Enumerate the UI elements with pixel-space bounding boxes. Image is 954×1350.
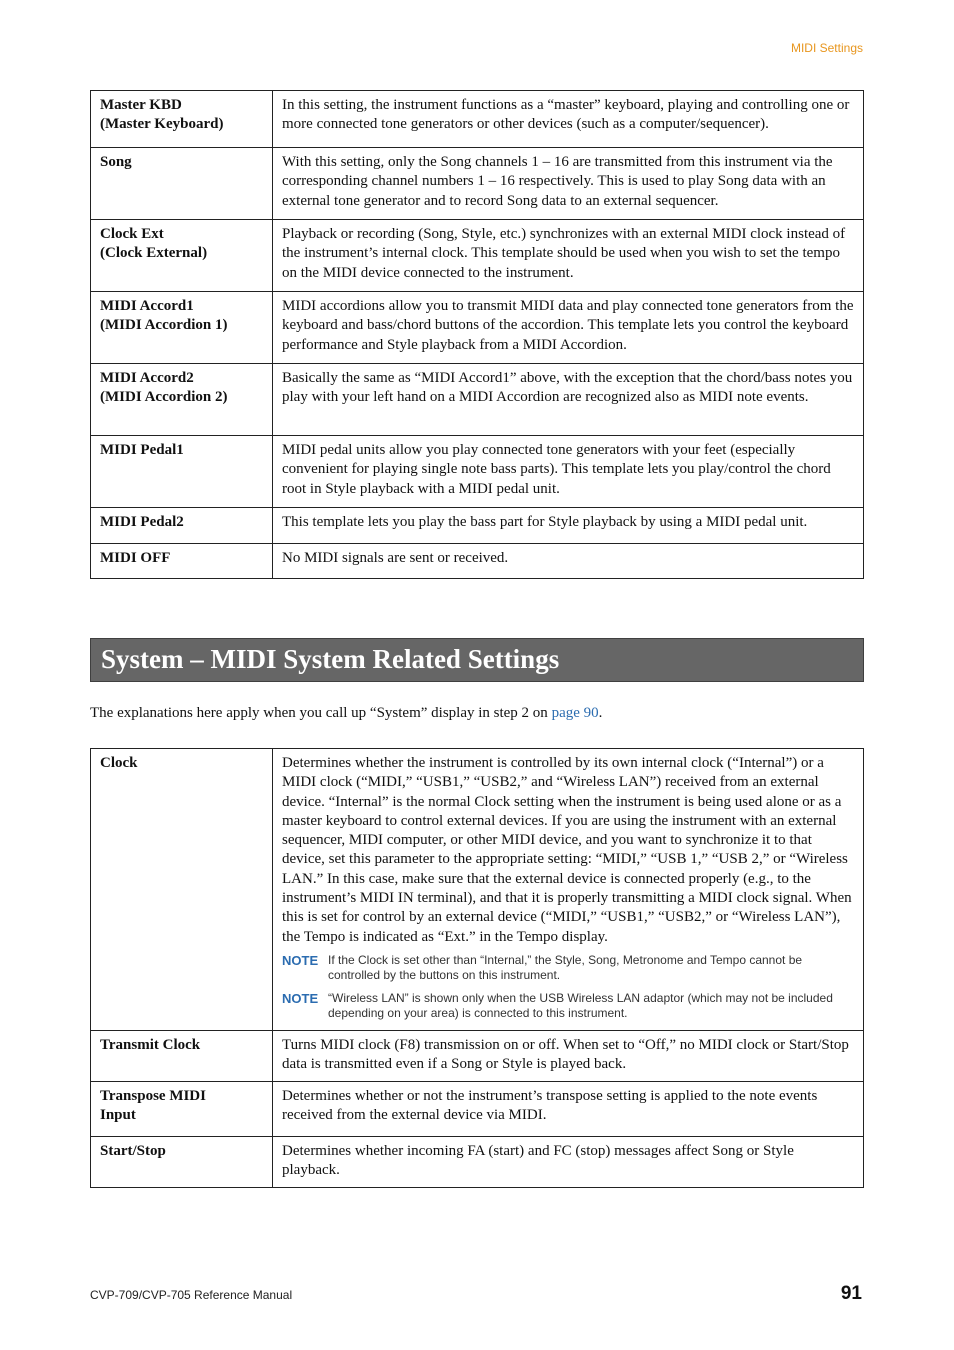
- table-row: [91, 364, 864, 436]
- parameter-name-cell: [91, 749, 273, 1031]
- parameter-description-cell: [273, 544, 864, 579]
- table-row: [91, 1082, 864, 1137]
- parameter-description-cell: [273, 436, 864, 508]
- parameter-name-cell: [91, 1082, 273, 1137]
- system-settings-table: [90, 748, 864, 1188]
- parameter-description: With this setting, only the Song channels 1 – 16 are transmitted from this instrument via the corresponding channel numbers 1 – 16 respectively. This is used to play Song data with an external tone generator and to record Song data to an external sequencer.: [282, 154, 833, 209]
- table-row: [91, 91, 864, 148]
- table-row: [91, 1031, 864, 1082]
- table-row: [91, 544, 864, 579]
- parameter-description: Determines whether the instrument is controlled by its own internal clock (“Internal”) or a MIDI clock (“MIDI,” “USB1,” “USB2,” and “Wireless LAN”) received from an external device. “Internal” is the normal Clock setting when the instrument is being used alone or as a master keyboard to control external devices. If you are using the instrument with an external sequencer, MIDI computer, or other MIDI device, and you want to synchronize it to that device, set this parameter to the appropriate setting: “MIDI,” “USB 1,” “USB 2,” or “Wireless LAN.” In this case, make sure that the external device is connected properly (e.g., to the instrument’s MIDI IN terminal), and that it is properly transmitting a MIDI clock signal. When this is set for control by an external device (“MIDI,” “USB1,” “USB2,” or “Wireless LAN”), the Tempo is indicated as “Ext.” in the Tempo display.: [282, 755, 852, 945]
- parameter-name: MIDI Pedal2: [100, 514, 184, 530]
- parameter-name-cell: [91, 220, 273, 292]
- note-tag: NOTE: [282, 952, 319, 968]
- table-row: [91, 1137, 864, 1188]
- parameter-name: Start/Stop: [100, 1143, 166, 1159]
- note-text: “Wireless LAN” is shown only when the USB Wireless LAN adaptor (which may not be included depending on your area) is connected to this instrument.: [328, 990, 833, 1021]
- parameter-description-cell: [273, 91, 864, 148]
- note-block: [282, 991, 855, 1022]
- parameter-name: Master KBD: [100, 97, 182, 113]
- table-row: [91, 436, 864, 508]
- note-block: [282, 953, 855, 984]
- parameter-description: Determines whether or not the instrument’s transpose setting is applied to the note events received from the external device via MIDI.: [282, 1088, 818, 1124]
- parameter-name: MIDI Accord1: [100, 298, 194, 314]
- parameter-description: In this setting, the instrument functions as a “master” keyboard, playing and controlling one or more connected tone generators or other devices (such as a computer/sequencer).: [282, 97, 850, 133]
- section-header-bar: [90, 638, 864, 682]
- midi-template-table: [90, 90, 864, 579]
- parameter-name-cell: [91, 148, 273, 220]
- parameter-description: Basically the same as “MIDI Accord1” above, with the exception that the chord/bass notes you play with your left hand on a MIDI Accordion are recognized also as MIDI note events.: [282, 370, 853, 406]
- parameter-name: MIDI Accord2: [100, 370, 194, 386]
- parameter-name: Clock Ext: [100, 226, 164, 242]
- parameter-name: MIDI OFF: [100, 550, 171, 566]
- parameter-description: MIDI pedal units allow you play connected tone generators with your feet (especially convenient for playing single note bass parts). This template lets you play/control the chord root in Style playback with a MIDI pedal unit.: [282, 442, 831, 497]
- parameter-name: (Clock External): [100, 245, 208, 262]
- parameter-description-cell: [273, 508, 864, 544]
- header-section-label: MIDI Settings: [790, 41, 863, 55]
- parameter-description-cell: [273, 148, 864, 220]
- parameter-name: (MIDI Accordion 1): [100, 317, 228, 334]
- section-title: System – MIDI System Related Settings: [101, 644, 560, 674]
- note-tag: NOTE: [282, 990, 319, 1006]
- parameter-name: Transmit Clock: [100, 1037, 201, 1053]
- parameter-name: (MIDI Accordion 2): [100, 389, 228, 406]
- parameter-name-cell: [91, 436, 273, 508]
- parameter-description: MIDI accordions allow you to transmit MIDI data and play connected tone generators from the keyboard and bass/chord buttons of the accordion. This template lets you control the keyboard performance and Style playback from a MIDI Accordion.: [282, 298, 854, 353]
- parameter-name-cell: [91, 292, 273, 364]
- table-row: [91, 148, 864, 220]
- page-number: 91: [840, 1283, 862, 1304]
- parameter-name-cell: [91, 364, 273, 436]
- note-text: If the Clock is set other than “Internal,” the Style, Song, Metronome and Tempo cannot be controlled by the buttons on this instrument.: [328, 952, 803, 983]
- page-90-link[interactable]: page 90: [551, 705, 599, 721]
- table-row: [91, 220, 864, 292]
- parameter-name: MIDI Pedal1: [100, 442, 184, 458]
- parameter-description: Turns MIDI clock (F8) transmission on or off. When set to “Off,” no MIDI clock or Start/Stop data is transmitted even if a Song or Style is played back.: [282, 1037, 849, 1073]
- parameter-description-cell: [273, 1031, 864, 1082]
- parameter-name: Input: [100, 1107, 136, 1124]
- parameter-description-cell: [273, 292, 864, 364]
- parameter-description-cell: [273, 220, 864, 292]
- parameter-description: Playback or recording (Song, Style, etc.) synchronizes with an external MIDI clock instead of the instrument’s internal clock. This template should be used when you wish to set the tempo on the MIDI device connected to the instrument.: [282, 226, 846, 281]
- parameter-description-cell: [273, 364, 864, 436]
- intro-text: The explanations here apply when you call up “System” display in step 2 on: [90, 705, 552, 721]
- table-row: [91, 749, 864, 1031]
- section-intro: [90, 705, 602, 722]
- parameter-name-cell: [91, 1137, 273, 1188]
- parameter-name: Transpose MIDI: [100, 1088, 206, 1104]
- parameter-description-cell: [273, 1137, 864, 1188]
- footer-manual-title: CVP-709/CVP-705 Reference Manual: [90, 1288, 293, 1302]
- parameter-description: No MIDI signals are sent or received.: [282, 550, 509, 566]
- parameter-description: Determines whether incoming FA (start) and FC (stop) messages affect Song or Style playback.: [282, 1143, 794, 1179]
- parameter-name: (Master Keyboard): [100, 116, 224, 133]
- parameter-name-cell: [91, 508, 273, 544]
- parameter-description: This template lets you play the bass part for Style playback by using a MIDI pedal unit.: [282, 514, 808, 530]
- parameter-description-cell: [273, 749, 864, 1031]
- parameter-name: Song: [100, 154, 132, 170]
- parameter-name: Clock: [100, 755, 138, 771]
- parameter-name-cell: [91, 91, 273, 148]
- table-row: [91, 292, 864, 364]
- intro-end: .: [598, 705, 603, 721]
- parameter-description-cell: [273, 1082, 864, 1137]
- parameter-name-cell: [91, 544, 273, 579]
- parameter-name-cell: [91, 1031, 273, 1082]
- table-row: [91, 508, 864, 544]
